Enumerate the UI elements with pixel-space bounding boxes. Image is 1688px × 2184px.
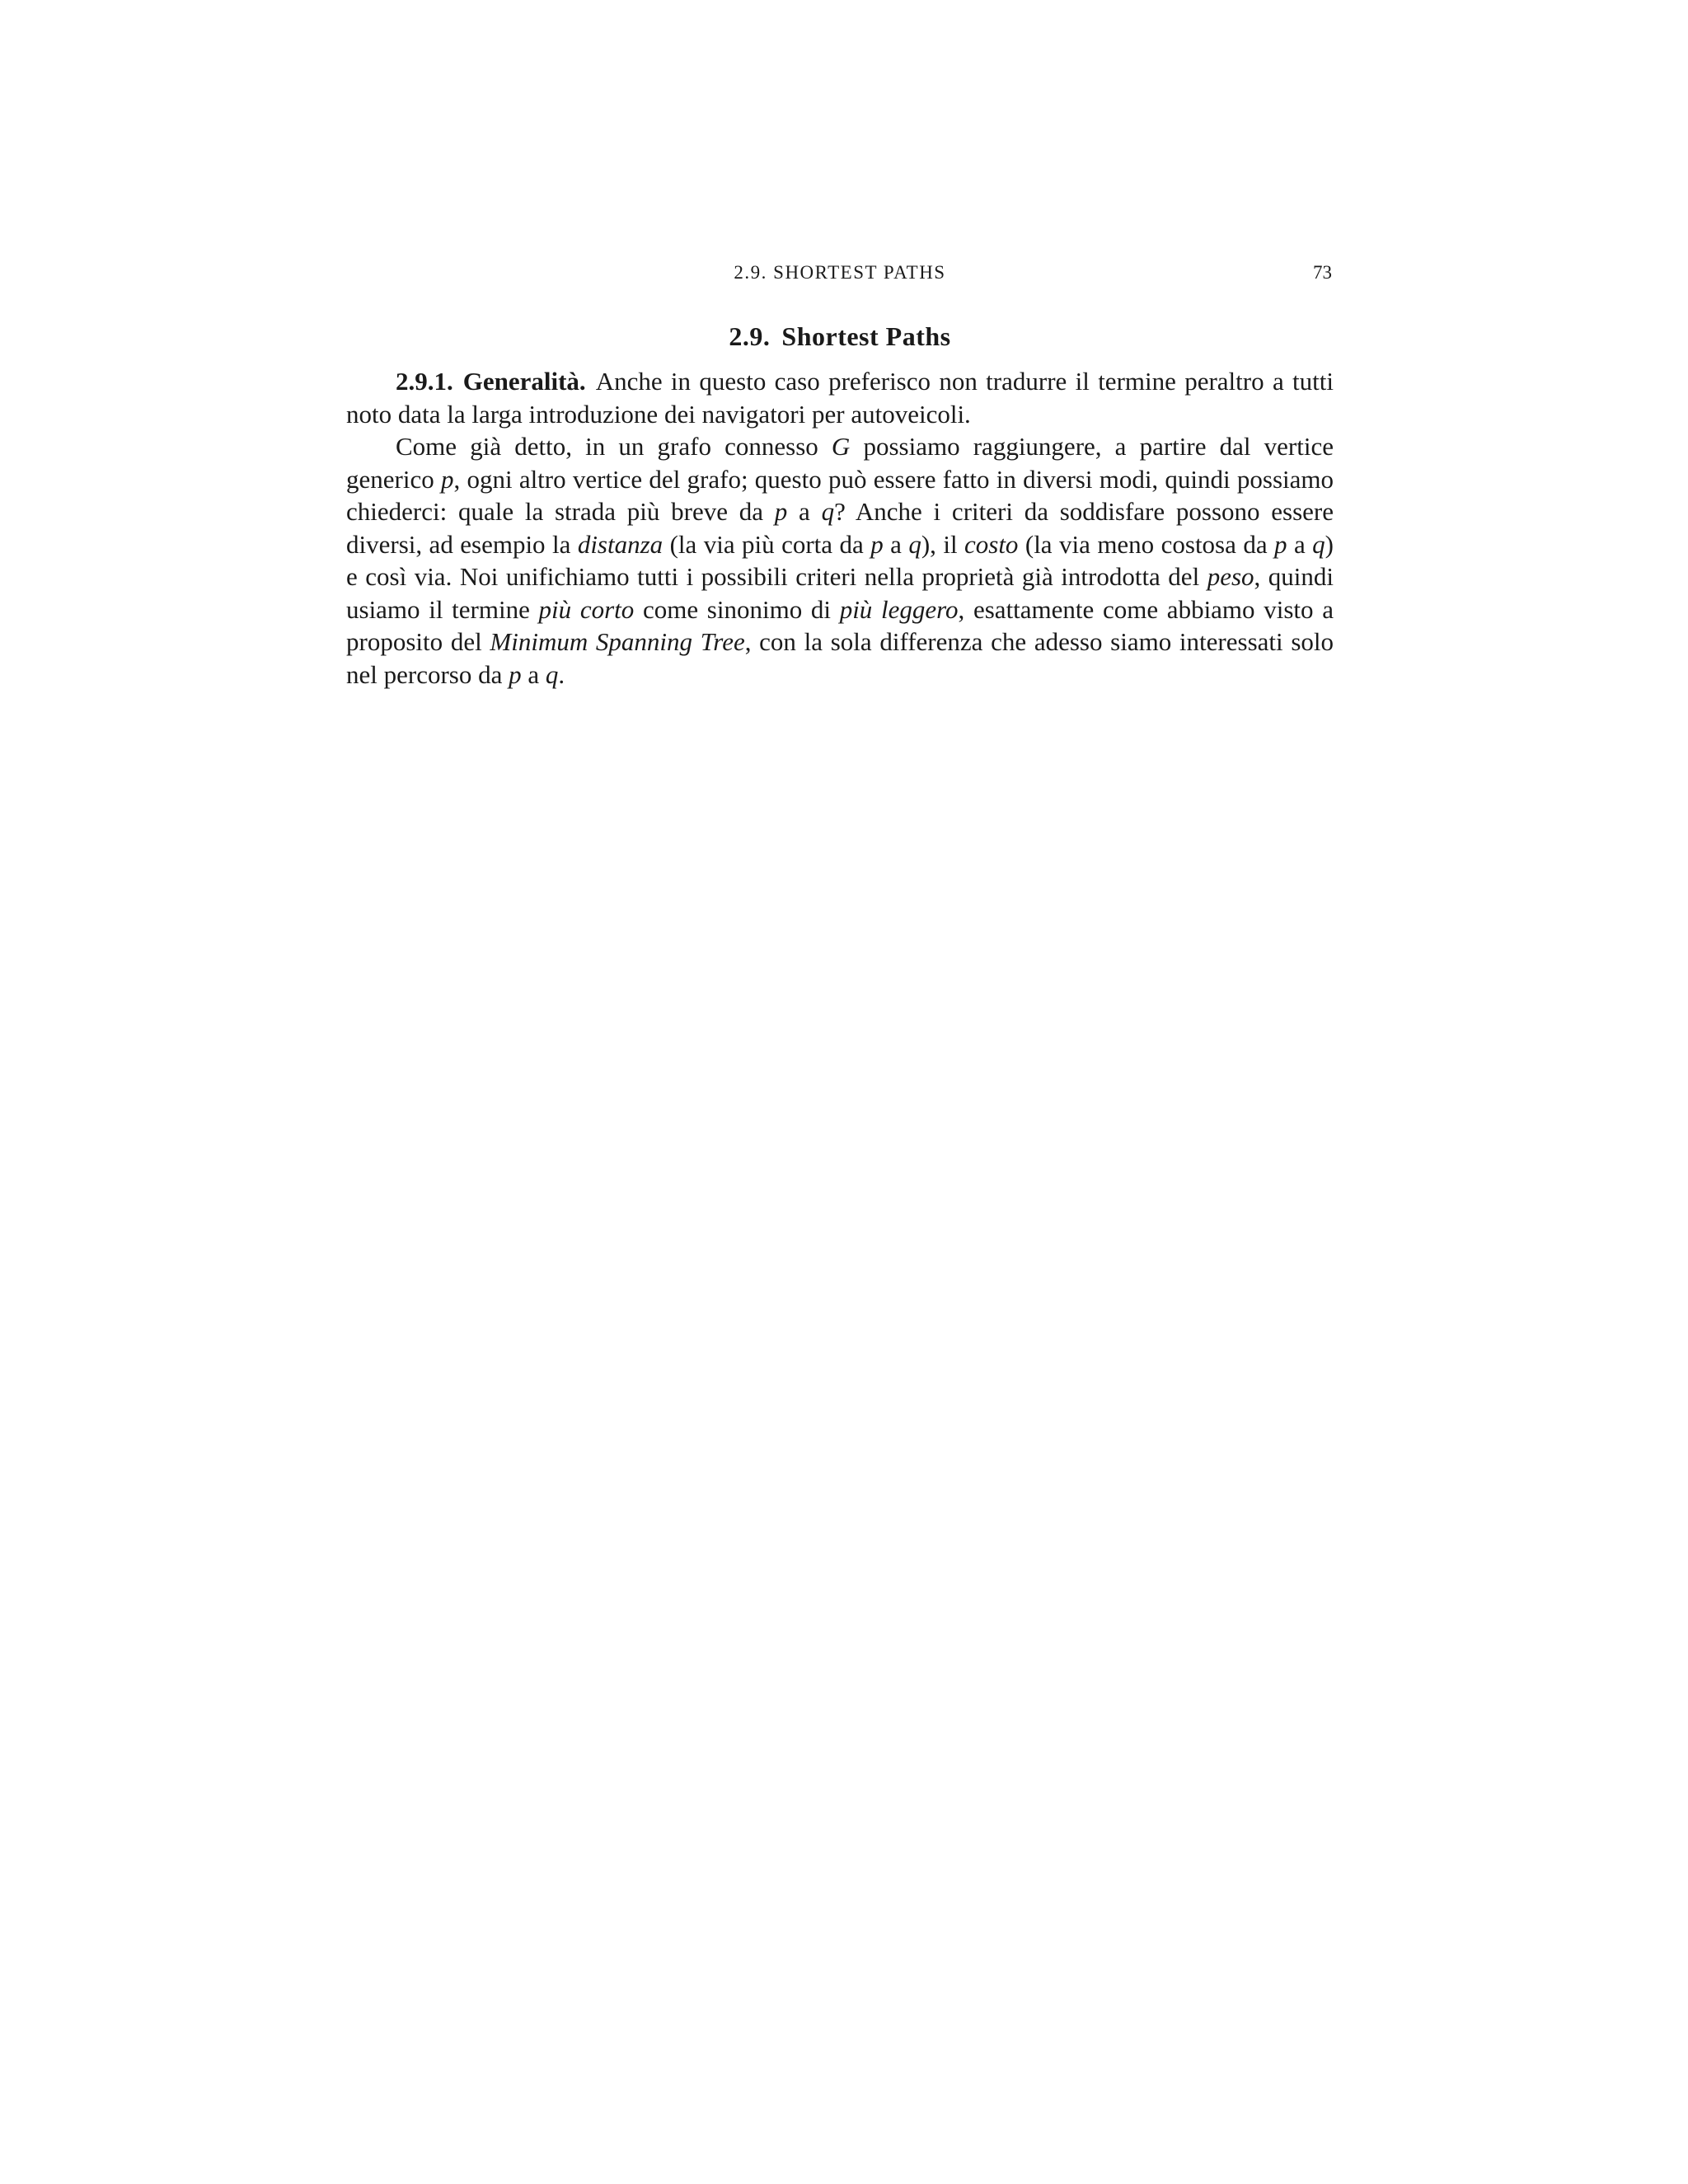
text-run: ? Anche i criteri da soddisfare possono essere diversi, ad esempio la: [346, 497, 1334, 559]
text-run: (la via più corta da: [663, 529, 871, 559]
page-number: 73: [1313, 262, 1332, 283]
emphasis: più leggero: [839, 594, 959, 624]
text-run: come sinonimo di: [634, 594, 840, 624]
page-content: [346, 255, 1334, 691]
text-run: .: [558, 659, 565, 689]
math-symbol: p: [774, 497, 788, 526]
emphasis: più corto: [538, 594, 635, 624]
text-run: , esattamente come abbiamo visto a proposito del: [346, 594, 1334, 656]
text-run: a: [1287, 529, 1313, 559]
running-head: [346, 255, 1334, 288]
math-symbol: q: [1312, 529, 1325, 559]
section-heading: [346, 321, 1334, 352]
text-run: , ogni altro vertice del grafo; questo può essere fatto in diversi modi, quindi possiamo chiederci: quale la strada più breve da: [346, 464, 1334, 526]
subsection-title: Generalità.: [462, 367, 586, 396]
math-symbol: p: [870, 529, 884, 559]
emphasis: distanza: [577, 529, 663, 559]
text-run: a: [521, 659, 546, 689]
text-run: , quindi usiamo il termine: [346, 562, 1334, 624]
text-run: ), il: [921, 529, 964, 559]
emphasis: peso: [1207, 562, 1254, 591]
paragraph-1: [346, 365, 1334, 430]
text-run: possiamo raggiungere, a partire dal vertice generico: [346, 432, 1334, 494]
text-run: Come già detto, in un grafo connesso: [396, 432, 832, 461]
math-symbol: q: [821, 497, 835, 526]
math-symbol: p: [509, 659, 522, 689]
text-run: , con la sola differenza che adesso siamo interessati solo nel percorso da: [346, 627, 1334, 689]
subsection-number: 2.9.1.: [396, 367, 453, 396]
text-run: (la via meno costosa da: [1018, 529, 1275, 559]
text-run: a: [787, 497, 822, 526]
paragraph-1-text: Anche in questo caso preferisco non tradurre il termine peraltro a tutti noto data la larga introduzione dei navigatori per autoveicoli.: [346, 367, 1334, 429]
math-symbol: p: [1274, 529, 1287, 559]
section-title: Shortest Paths: [781, 321, 951, 351]
emphasis: costo: [964, 529, 1019, 559]
math-symbol: p: [440, 464, 454, 494]
math-symbol: q: [908, 529, 921, 559]
emphasis: Minimum Spanning Tree: [490, 627, 745, 656]
running-head-title: 2.9. SHORTEST PATHS: [734, 262, 946, 283]
math-symbol: G: [831, 432, 851, 461]
text-run: a: [883, 529, 909, 559]
paragraph-2: [346, 430, 1334, 691]
text-run: ) e così via. Noi unifichiamo tutti i possibili criteri nella proprietà già introdotta del: [346, 529, 1334, 591]
math-symbol: q: [545, 659, 559, 689]
section-number: 2.9.: [729, 321, 771, 351]
